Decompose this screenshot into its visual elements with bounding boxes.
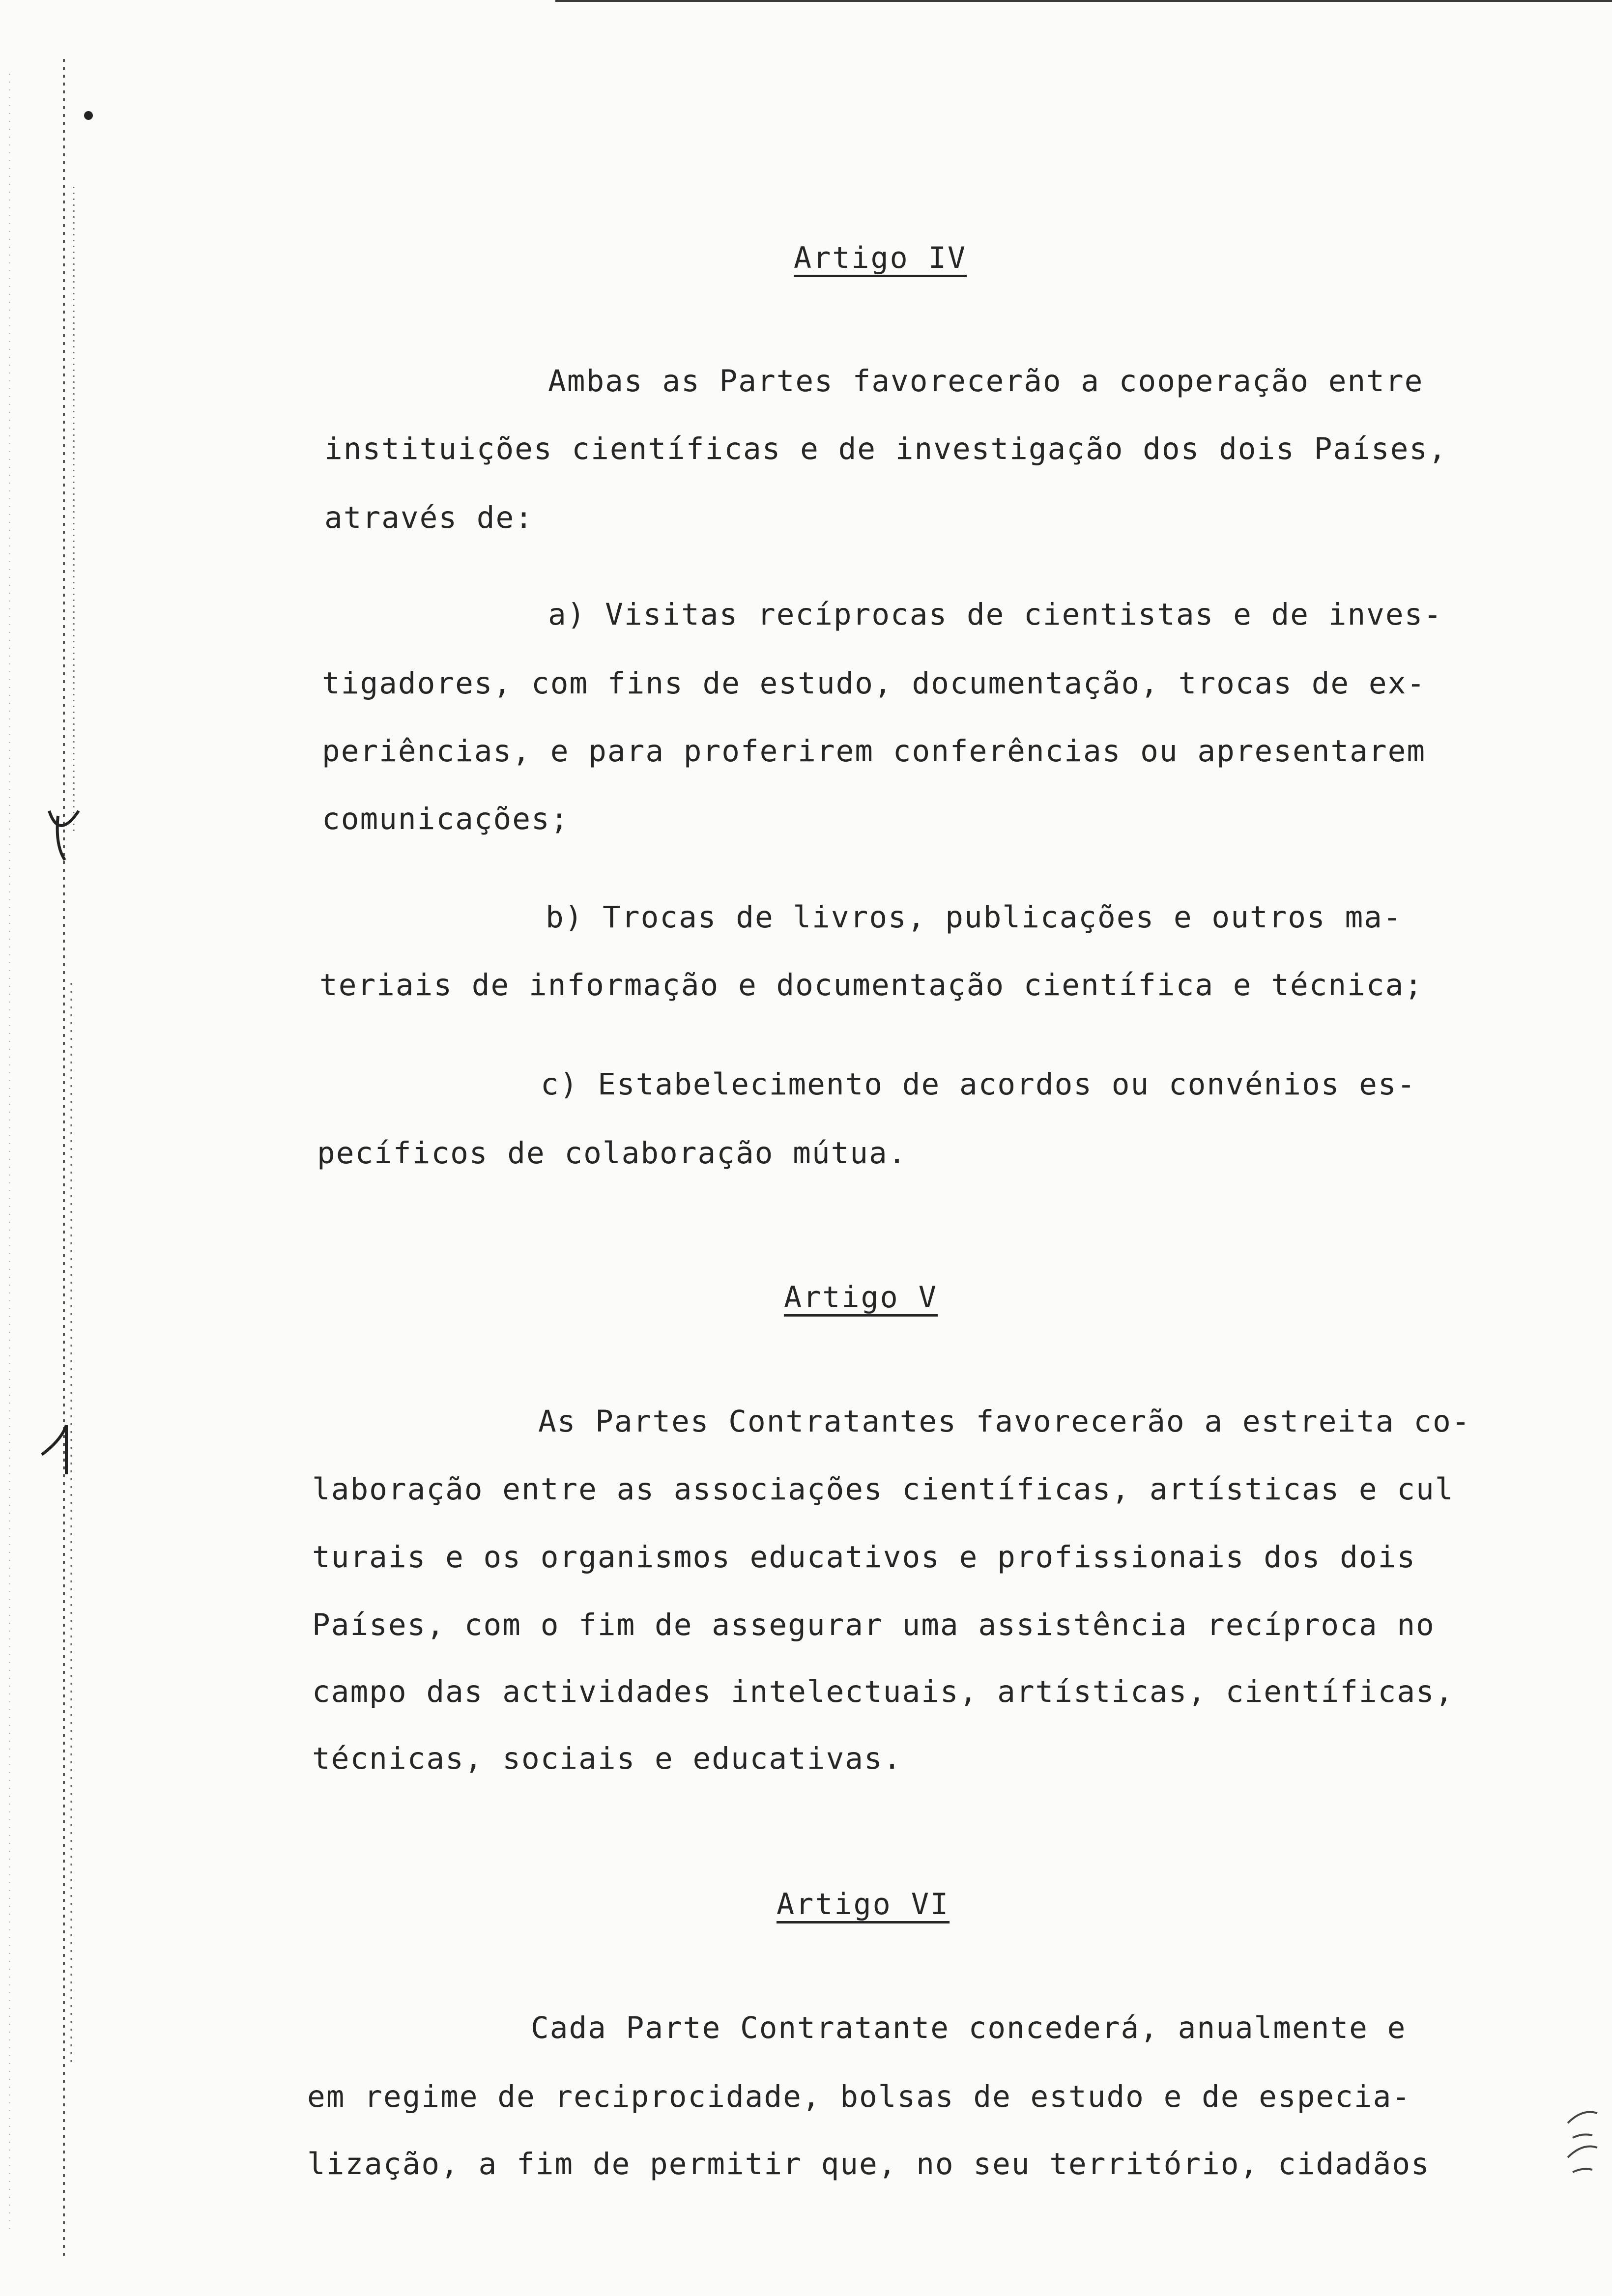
- article-iv-line: tigadores, com fins de estudo, documentação, trocas de ex-: [322, 666, 1426, 701]
- article-v-line: campo das actividades intelectuais, artísticas, científicas,: [312, 1674, 1454, 1709]
- page-corner-mark: [1563, 2103, 1607, 2182]
- article-iv-line: periências, e para proferirem conferências ou apresentarem: [322, 734, 1426, 769]
- article-iv-heading: Artigo IV: [794, 241, 967, 275]
- article-iv-line: pecíficos de colaboração mútua.: [317, 1136, 907, 1171]
- top-rule: [555, 0, 1612, 2]
- article-v-line: turais e os organismos educativos e profissionais dos dois: [312, 1540, 1416, 1575]
- article-iv-line: c) Estabelecimento de acordos ou convénios es-: [541, 1067, 1416, 1102]
- article-v-heading: Artigo V: [784, 1280, 938, 1315]
- article-v-line: laboração entre as associações científicas, artísticas e cul: [312, 1472, 1454, 1507]
- article-vi-line: Cada Parte Contratante concederá, anualmente e: [531, 2010, 1407, 2045]
- article-iv-line: a) Visitas recíprocas de cientistas e de inves-: [548, 597, 1443, 632]
- article-vi-line: lização, a fim de permitir que, no seu território, cidadãos: [307, 2147, 1430, 2181]
- article-vi-heading: Artigo VI: [777, 1887, 950, 1922]
- article-iv-line: comunicações;: [322, 802, 570, 836]
- article-iv-line: Ambas as Partes favorecerão a cooperação entre: [548, 364, 1424, 399]
- article-iv-line: instituições científicas e de investigação dos dois Países,: [324, 431, 1447, 466]
- article-vi-line: em regime de reciprocidade, bolsas de estudo e de especia-: [307, 2079, 1411, 2114]
- binding-margin: [0, 0, 113, 2296]
- article-iv-line: através de:: [324, 500, 534, 535]
- article-v-line: técnicas, sociais e educativas.: [312, 1741, 902, 1776]
- article-v-line: Países, com o fim de assegurar uma assistência recíproca no: [312, 1607, 1435, 1642]
- article-iv-line: teriais de informação e documentação científica e técnica;: [319, 968, 1424, 1003]
- article-iv-line: b) Trocas de livros, publicações e outros ma-: [546, 900, 1402, 935]
- article-v-line: As Partes Contratantes favorecerão a estreita co-: [538, 1404, 1471, 1439]
